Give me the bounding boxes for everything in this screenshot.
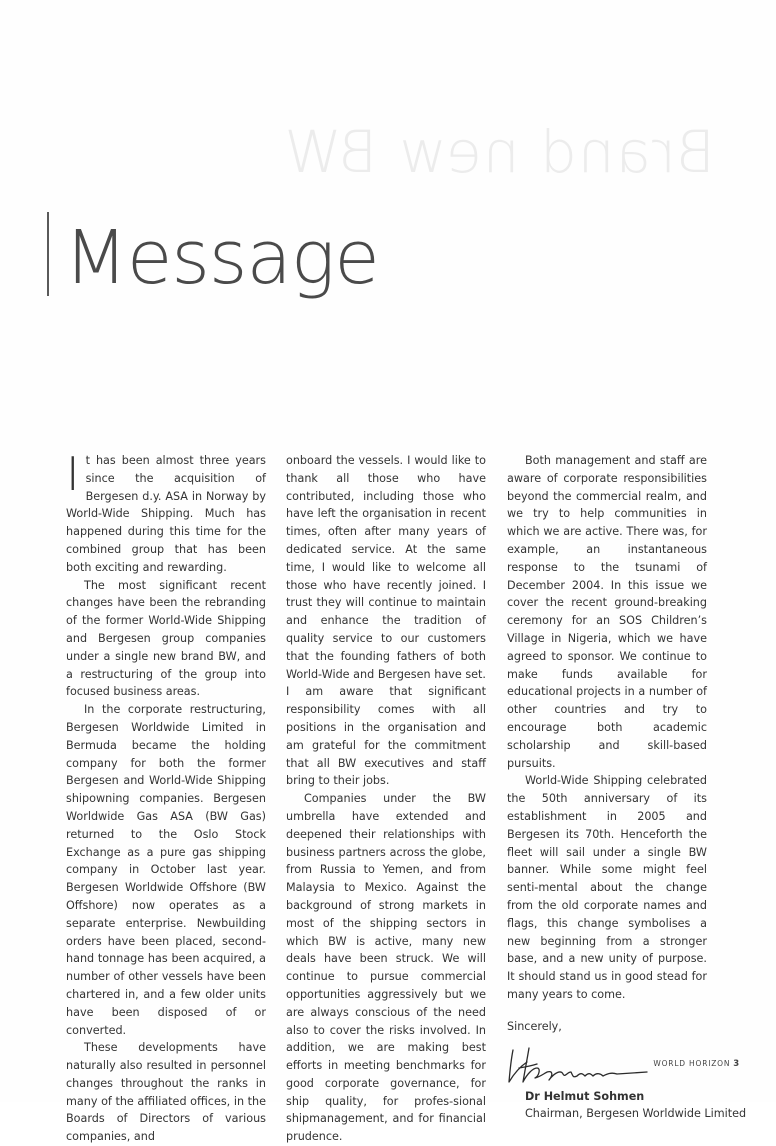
text-column-1 — [66, 447, 266, 1146]
paragraph: World-Wide Shipping celebrated the 50th anniversary of its establishment in 2005 and Bergesen its 70th. Henceforth the fleet will sail under a single BW banner. While some might feel senti-mental about the change from the old corporate names and flags, this change symbolises a new beginning from a stronger base, and a new unity of purpose. It should stand us in good stead for many years to come. — [507, 774, 707, 1001]
signer-title: Chairman, Bergesen Worldwide Limited — [525, 1107, 747, 1121]
page-footer — [653, 1059, 740, 1069]
paragraph: Companies under the BW umbrella have extended and deepened their relationships with business partners across the globe, from Russia to Yemen, and from Malaysia to Mexico. Against the background of strong markets in most of the shipping sectors in which BW is active, many new deals have been struck. We will continue to pursue commercial opportunities aggressively but we are always conscious of the need also to cover the risks involved. In addition, we are making best efforts in meeting benchmarks for good corporate governance, for ship quality, for profes-sional shipmanagement, and for financial prudence. — [286, 792, 486, 1144]
paragraph: onboard the vessels. I would like to thank all those who have contributed, including those who have left the organisation in recent times, often after many years of dedicated service. At the same time, I would like to welcome all those who have recently joined. I trust they will continue to maintain and enhance the tradition of quality service to our customers that the founding fathers of both World-Wide and Bergesen have set. I am aware that significant responsibility comes with all positions in the organisation and am grateful for the commitment that all BW executives and staff bring to their jobs. — [286, 454, 486, 788]
signer-name: Dr Helmut Sohmen — [525, 1089, 645, 1103]
text-column-3 — [507, 452, 747, 1123]
page-number: 3 — [733, 1059, 740, 1069]
publication-name: WORLD HORIZON — [653, 1059, 731, 1068]
title-rule — [47, 212, 49, 296]
paragraph: The most significant recent changes have been the rebranding of the former World-Wide Shipping and Bergesen group companies under a single new brand BW, and a restructuring of the group into focused business areas. — [66, 578, 266, 699]
text-column-2 — [286, 452, 486, 1146]
show-through-heading: Brand new BW — [282, 118, 715, 186]
paragraph-text: t has been almost three years since the acquisition of Bergesen d.y. ASA in Norway by World-Wide Shipping. Much has happened during this time for the combined group that has been both exciting and rewarding. — [66, 454, 266, 574]
page-title: Message — [64, 215, 379, 301]
paragraph: Both management and staff are aware of corporate responsibilities beyond the commercial realm, and we try to help communities in which we are active. There was, for example, an instantaneous response to the tsunami of December 2004. In this issue we cover the recent ground-breaking ceremony for an SOS Children’s Village in Nigeria, which we have agreed to sponsor. We continue to make funds available for educational projects in a number of other countries and try to encourage both academic scholarship and skill-based pursuits. — [507, 454, 707, 770]
closing-salutation: Sincerely, — [507, 1019, 562, 1033]
paragraph — [66, 447, 266, 577]
paragraph: These developments have naturally also resulted in personnel changes throughout the ranks in many of the affiliated offices, in the Boards of Directors of various companies, and — [66, 1041, 266, 1144]
dropcap: I — [66, 447, 80, 501]
paragraph: In the corporate restructuring, Bergesen Worldwide Limited in Bermuda became the holding company for both the former Bergesen and World-Wide Shipping shipowning companies. Bergesen Worldwide Gas ASA (BW Gas) returned to the Oslo Stock Exchange as a pure gas shipping company in October last year. Bergesen Worldwide Offshore (BW Offshore) now operates as a separate enterprise. Newbuilding orders have been placed, second-hand tonnage has been acquired, a number of other vessels have been chartered in, and a few older units have been disposed of or converted. — [66, 703, 266, 1037]
